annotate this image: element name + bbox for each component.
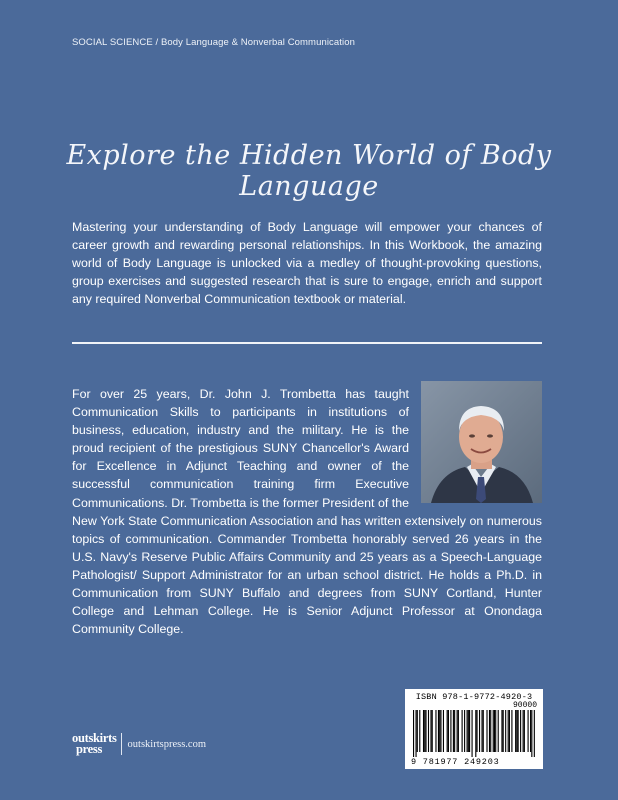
barcode-bar bbox=[523, 710, 524, 752]
barcode-bar bbox=[490, 710, 491, 752]
barcode-bar bbox=[438, 710, 439, 752]
barcode-bar bbox=[453, 710, 454, 752]
barcode-bar bbox=[425, 710, 426, 752]
barcode-bar bbox=[511, 710, 512, 752]
barcode-bar bbox=[439, 710, 440, 752]
barcode-bar bbox=[448, 710, 449, 752]
barcode-bar bbox=[450, 710, 451, 752]
barcode-bar bbox=[457, 710, 458, 752]
barcode-bar bbox=[464, 710, 465, 752]
barcode-bar bbox=[468, 710, 469, 752]
divider bbox=[72, 342, 542, 344]
barcode-bar bbox=[534, 710, 535, 757]
barcode-bar bbox=[413, 710, 414, 757]
barcode-bars bbox=[413, 710, 535, 757]
barcode-bar bbox=[472, 710, 473, 757]
category-label: SOCIAL SCIENCE / Body Language & Nonverbal Communication bbox=[72, 37, 355, 48]
barcode-bar bbox=[423, 710, 424, 752]
barcode-bar bbox=[483, 710, 484, 752]
author-bio: For over 25 years, Dr. John J. Trombetta has taught Communication Skills to participants in institutions of business, education, industry and the military. He is the proud recipient of the prestigious SUNY Chancellor's Award for Excellence in Adjunct Teaching and owner of the successful communication training firm Executive Communications. Dr. Trombetta is the former President of the New York State Communication Association and has written extensively on numerous topics of communication. Commander Trombetta honorably served 26 years in the U.S. Navy's Reserve Public Affairs Community and 25 years as a Speech-Language Pathologist/ Support Administrator for an urban school district. He holds a Ph.D. in Communication from SUNY Buffalo and degrees from SUNY Cortland, Hunter College and Lehman College. He is Senior Adjunct Professor at Onondaga Community College. bbox=[72, 387, 542, 637]
barcode-bar bbox=[481, 710, 482, 752]
barcode-bar bbox=[475, 710, 476, 757]
headline: Explore the Hidden World of Body Language bbox=[66, 140, 552, 202]
barcode-bar bbox=[462, 710, 463, 752]
barcode-bar bbox=[467, 710, 468, 752]
barcode-bar bbox=[501, 710, 502, 752]
barcode-bar bbox=[518, 710, 519, 752]
barcode-bar bbox=[458, 710, 459, 752]
barcode-bar bbox=[495, 710, 496, 752]
barcode-bar bbox=[494, 710, 495, 752]
barcode-bar bbox=[505, 710, 506, 752]
barcode-bar bbox=[531, 710, 532, 757]
barcode-bar bbox=[530, 710, 531, 752]
barcode-bar bbox=[520, 710, 521, 752]
barcode-bar bbox=[447, 710, 448, 752]
barcode-bar bbox=[486, 710, 487, 752]
barcode-bar bbox=[443, 710, 444, 752]
barcode-bar bbox=[415, 710, 416, 757]
barcode-bar bbox=[524, 710, 525, 752]
isbn-barcode bbox=[405, 689, 543, 769]
publisher-logo bbox=[72, 733, 117, 755]
barcode-bar bbox=[476, 710, 477, 752]
barcode-bar bbox=[493, 710, 494, 752]
barcode-bar bbox=[503, 710, 504, 752]
author-bio-block bbox=[72, 385, 542, 638]
publisher-logo-line1: outskirts bbox=[72, 731, 117, 745]
barcode-bar bbox=[454, 710, 455, 752]
publisher-separator bbox=[121, 733, 122, 755]
barcode-bar bbox=[528, 710, 529, 752]
publisher-website[interactable]: outskirtspress.com bbox=[127, 738, 206, 750]
barcode-digits: 9 781977 249203 bbox=[411, 757, 500, 767]
barcode-bar bbox=[432, 710, 433, 752]
barcode-bar bbox=[479, 710, 480, 752]
barcode-bar bbox=[508, 710, 509, 752]
barcode-bar bbox=[435, 710, 436, 752]
barcode-bar bbox=[417, 710, 418, 752]
barcode-bar bbox=[489, 710, 490, 752]
publisher-logo-line2: press bbox=[76, 742, 103, 756]
barcode-bar bbox=[509, 710, 510, 752]
barcode-bar bbox=[498, 710, 499, 752]
price-code: 90000 bbox=[512, 701, 537, 710]
barcode-bar bbox=[430, 710, 431, 752]
author-photo bbox=[421, 381, 542, 503]
isbn-label: ISBN 978-1-9772-4920-3 bbox=[415, 692, 533, 702]
barcode-bar bbox=[469, 710, 470, 752]
barcode-bar bbox=[515, 710, 516, 752]
barcode-bar bbox=[516, 710, 517, 752]
book-blurb: Mastering your understanding of Body Language will empower your chances of career growth and rewarding personal relationships. In this Workbook, the amazing world of Body Language is unlocked via a medley of thought-provoking questions, group exercises and suggested research that is sure to engage, enrich and support any required Nonverbal Communication textbook or material. bbox=[72, 220, 542, 307]
publisher-block bbox=[72, 733, 206, 755]
barcode-bar bbox=[419, 710, 420, 752]
barcode-bar bbox=[440, 710, 441, 752]
barcode-bar bbox=[428, 710, 429, 752]
barcode-bar bbox=[424, 710, 425, 752]
